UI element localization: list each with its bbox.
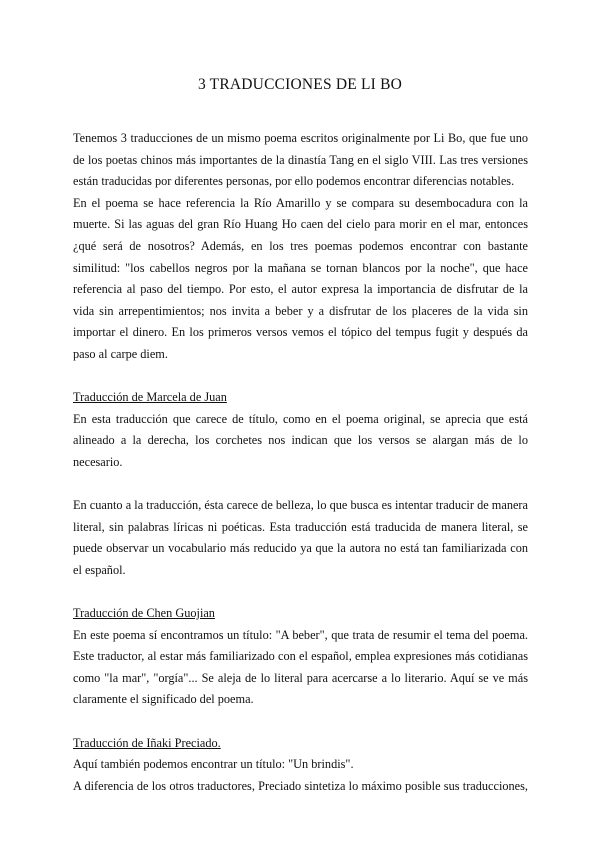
section-heading-inaki-preciado: Traducción de Iñaki Preciado. [73,735,221,750]
section-heading-marcela-de-juan: Traducción de Marcela de Juan [73,390,227,405]
page-title: 3 TRADUCCIONES DE LI BO [197,76,403,93]
intro-paragraph-1: Tenemos 3 traducciones de un mismo poema escritos originalmente por Li Bo, que fue uno de los poetas chinos más importantes de la dinastía Tang en el siglo VIII. Las tres versiones están traducidas por diferentes personas, por ello podemos encontrar diferencias notables. [73,131,528,189]
section-1-paragraph-2: En cuanto a la traducción, ésta carece de belleza, lo que busca es intentar traducir de manera literal, sin palabras líricas ni poéticas. Esta traducción está traducida de manera literal, se puede observar un vocabulario más reducido ya que la autora no está tan familiarizada con el español. [73,498,528,577]
section-3-paragraph-2: A diferencia de los otros traductores, Preciado sintetiza lo máximo posible sus traducciones, [73,778,528,793]
intro-paragraph-2: En el poema se hace referencia la Río Amarillo y se compara su desembocadura con la muerte. Si las aguas del gran Río Huang Ho caen del cielo para morir en el mar, entonces ¿qué será de nosotros? Además, en los tres poemas podemos encontrar con bastante similitud: "los cabellos negros por la mañana se tornan blancos por la noche", que hace referencia al paso del tiempo. Por esto, el autor expresa la importancia de disfrutar de la vida sin arrepentimientos; nos invita a beber y a disfrutar de los placeres de la vida sin importar el dinero. En los primeros versos vemos el tópico del tempus fugit y después da paso al carpe diem. [73,195,528,361]
section-1-paragraph-1: En esta traducción que carece de título, como en el poema original, se aprecia que está alineado a la derecha, los corchetes nos indican que los versos se alargan más de lo necesario. [73,411,528,469]
section-3-paragraph-1: Aquí también podemos encontrar un título: "Un brindis". [73,757,354,772]
section-heading-chen-guojian: Traducción de Chen Guojian [73,606,215,621]
section-2-paragraph-1: En este poema sí encontramos un título: "A beber", que trata de resumir el tema del poema. Este traductor, al estar más familiarizado con el español, emplea expresiones más cotidianas como "la mar", "orgía"... Se aleja de lo literal para acercarse a lo literario. Aquí se ve más claramente el significado del poema. [73,627,528,707]
document-body [73,128,528,797]
